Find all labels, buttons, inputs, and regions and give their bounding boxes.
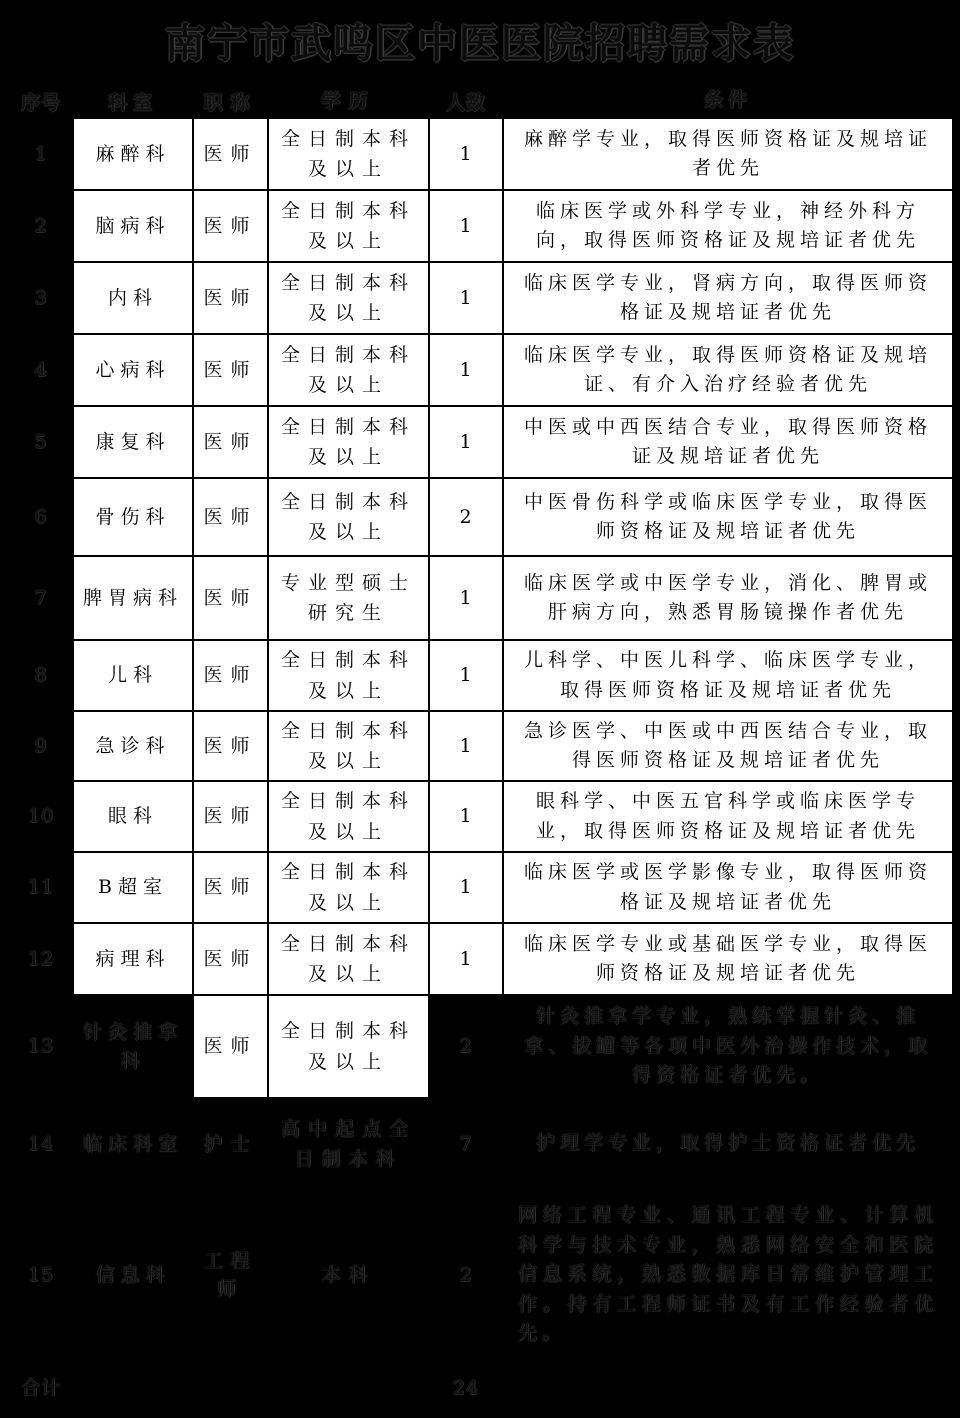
table-row xyxy=(9,781,953,852)
cell-no: 6 xyxy=(9,478,73,556)
header-post: 职称 xyxy=(203,91,258,114)
cell-dept: 病理科 xyxy=(73,923,193,995)
cell-edu: 全日制本科及以上 xyxy=(268,334,429,406)
cell-no: 10 xyxy=(9,781,73,852)
cell-count: 2 xyxy=(429,1190,503,1360)
cell-count: 1 xyxy=(429,334,503,406)
cell-dept: 临床科室 xyxy=(73,1098,193,1190)
cell-cond: 网络工程专业、通讯工程专业、计算机科学与技术专业，熟悉网络安全和医院信息系统，熟悉数据库日常维护管理工作。持有工程师证书及有工作经验者优先。 xyxy=(503,1190,953,1360)
cell-edu: 全日制本科及以上 xyxy=(268,640,429,711)
table-row xyxy=(9,190,953,262)
cell-no: 11 xyxy=(9,852,73,923)
table-row xyxy=(9,334,953,406)
cell-no: 4 xyxy=(9,334,73,406)
cell-edu: 高中起点全日制本科 xyxy=(268,1098,429,1190)
cell-dept: 脑病科 xyxy=(73,190,193,262)
table-row xyxy=(9,923,953,995)
cell-cond: 临床医学或外科学专业，神经外科方向，取得医师资格证及规培证者优先 xyxy=(503,190,953,262)
cell-edu: 全日制本科及以上 xyxy=(268,118,429,190)
cell-no: 1 xyxy=(9,118,73,190)
table-row xyxy=(9,1098,953,1190)
cell-no: 12 xyxy=(9,923,73,995)
cell-no: 5 xyxy=(9,406,73,478)
table-row xyxy=(9,852,953,923)
total-row xyxy=(9,1360,953,1417)
cell-cond: 急诊医学、中医或中西医结合专业，取得医师资格证及规培证者优先 xyxy=(503,711,953,781)
cell-edu: 全日制本科及以上 xyxy=(268,262,429,334)
total-empty-cell xyxy=(73,1360,193,1417)
cell-post: 医师 xyxy=(193,711,268,781)
table-row xyxy=(9,556,953,640)
cell-edu: 全日制本科及以上 xyxy=(268,478,429,556)
cell-no: 14 xyxy=(9,1098,73,1190)
cell-edu: 全日制本科及以上 xyxy=(268,995,429,1098)
cell-post: 医师 xyxy=(193,852,268,923)
cell-count: 1 xyxy=(429,118,503,190)
cell-dept: 骨伤科 xyxy=(73,478,193,556)
cell-post: 医师 xyxy=(193,478,268,556)
cell-edu: 专业型硕士研究生 xyxy=(268,556,429,640)
cell-post: 医师 xyxy=(193,406,268,478)
cell-dept: 内科 xyxy=(73,262,193,334)
cell-cond: 儿科学、中医儿科学、临床医学专业，取得医师资格证及规培证者优先 xyxy=(503,640,953,711)
cell-dept: 康复科 xyxy=(73,406,193,478)
cell-no: 2 xyxy=(9,190,73,262)
table-row xyxy=(9,406,953,478)
header-dept: 科室 xyxy=(107,91,158,114)
table-row xyxy=(9,262,953,334)
cell-count: 1 xyxy=(429,262,503,334)
table-row xyxy=(9,118,953,190)
header-count: 人数 xyxy=(445,91,486,114)
cell-cond: 临床医学专业，取得医师资格证及规培证、有介入治疗经验者优先 xyxy=(503,334,953,406)
cell-dept: B超室 xyxy=(73,852,193,923)
total-empty-cell xyxy=(503,1360,953,1417)
cell-post: 医师 xyxy=(193,190,268,262)
cell-count: 1 xyxy=(429,781,503,852)
cell-edu: 全日制本科及以上 xyxy=(268,781,429,852)
cell-no: 13 xyxy=(9,995,73,1098)
cell-edu: 全日制本科及以上 xyxy=(268,406,429,478)
cell-count: 1 xyxy=(429,190,503,262)
cell-cond: 中医或中西医结合专业，取得医师资格证及规培证者优先 xyxy=(503,406,953,478)
cell-cond: 临床医学或医学影像专业，取得医师资格证及规培证者优先 xyxy=(503,852,953,923)
cell-no: 15 xyxy=(9,1190,73,1360)
cell-cond: 护理学专业，取得护士资格证者优先 xyxy=(503,1098,953,1190)
cell-dept: 针灸推拿科 xyxy=(73,995,193,1098)
total-label: 合计 xyxy=(9,1360,73,1417)
cell-cond: 临床医学专业或基础医学专业，取得医师资格证及规培证者优先 xyxy=(503,923,953,995)
cell-post: 医师 xyxy=(193,262,268,334)
page-title: 南宁市武鸣区中医医院招聘需求表 xyxy=(165,20,795,67)
table-row xyxy=(9,1190,953,1360)
cell-dept: 急诊科 xyxy=(73,711,193,781)
cell-count: 1 xyxy=(429,640,503,711)
table-row xyxy=(9,478,953,556)
cell-edu: 全日制本科及以上 xyxy=(268,923,429,995)
cell-dept: 儿科 xyxy=(73,640,193,711)
cell-count: 1 xyxy=(429,556,503,640)
cell-count: 1 xyxy=(429,711,503,781)
header-row xyxy=(9,85,953,118)
cell-count: 1 xyxy=(429,406,503,478)
cell-count: 7 xyxy=(429,1098,503,1190)
cell-count: 1 xyxy=(429,852,503,923)
total-empty-cell xyxy=(268,1360,429,1417)
table-row xyxy=(9,640,953,711)
cell-cond: 针灸推拿学专业，熟练掌握针灸、推拿、拔罐等各项中医外治操作技术，取得资格证者优先。 xyxy=(503,995,953,1098)
total-empty-cell xyxy=(193,1360,268,1417)
cell-cond: 眼科学、中医五官科学或临床医学专业，取得医师资格证及规培证者优先 xyxy=(503,781,953,852)
cell-edu: 全日制本科及以上 xyxy=(268,711,429,781)
cell-no: 8 xyxy=(9,640,73,711)
cell-post: 医师 xyxy=(193,556,268,640)
cell-count: 1 xyxy=(429,923,503,995)
cell-post: 医师 xyxy=(193,781,268,852)
header-edu: 学历 xyxy=(321,89,376,112)
cell-post: 医师 xyxy=(193,923,268,995)
cell-count: 2 xyxy=(429,995,503,1098)
cell-dept: 眼科 xyxy=(73,781,193,852)
header-no: 序号 xyxy=(20,91,61,114)
cell-post: 医师 xyxy=(193,640,268,711)
cell-count: 2 xyxy=(429,478,503,556)
cell-edu: 全日制本科及以上 xyxy=(268,190,429,262)
cell-no: 3 xyxy=(9,262,73,334)
cell-post: 医师 xyxy=(193,118,268,190)
cell-dept: 脾胃病科 xyxy=(73,556,193,640)
cell-cond: 临床医学专业，肾病方向，取得医师资格证及规培证者优先 xyxy=(503,262,953,334)
cell-cond: 临床医学或中医学专业，消化、脾胃或肝病方向，熟悉胃肠镜操作者优先 xyxy=(503,556,953,640)
cell-cond: 中医骨伤科学或临床医学专业，取得医师资格证及规培证者优先 xyxy=(503,478,953,556)
cell-edu: 本科 xyxy=(268,1190,429,1360)
cell-dept: 麻醉科 xyxy=(73,118,193,190)
cell-no: 9 xyxy=(9,711,73,781)
cell-dept: 心病科 xyxy=(73,334,193,406)
cell-edu: 全日制本科及以上 xyxy=(268,852,429,923)
cell-post: 护士 xyxy=(193,1098,268,1190)
table-row xyxy=(9,711,953,781)
cell-post: 医师 xyxy=(193,334,268,406)
cell-post: 医师 xyxy=(193,995,268,1098)
total-count: 24 xyxy=(429,1360,503,1417)
recruitment-table xyxy=(8,85,954,1418)
cell-dept: 信息科 xyxy=(73,1190,193,1360)
cell-post: 工程师 xyxy=(193,1190,268,1360)
cell-cond: 麻醉学专业，取得医师资格证及规培证者优先 xyxy=(503,118,953,190)
header-cond: 条件 xyxy=(703,89,752,112)
table-row xyxy=(9,995,953,1098)
cell-no: 7 xyxy=(9,556,73,640)
